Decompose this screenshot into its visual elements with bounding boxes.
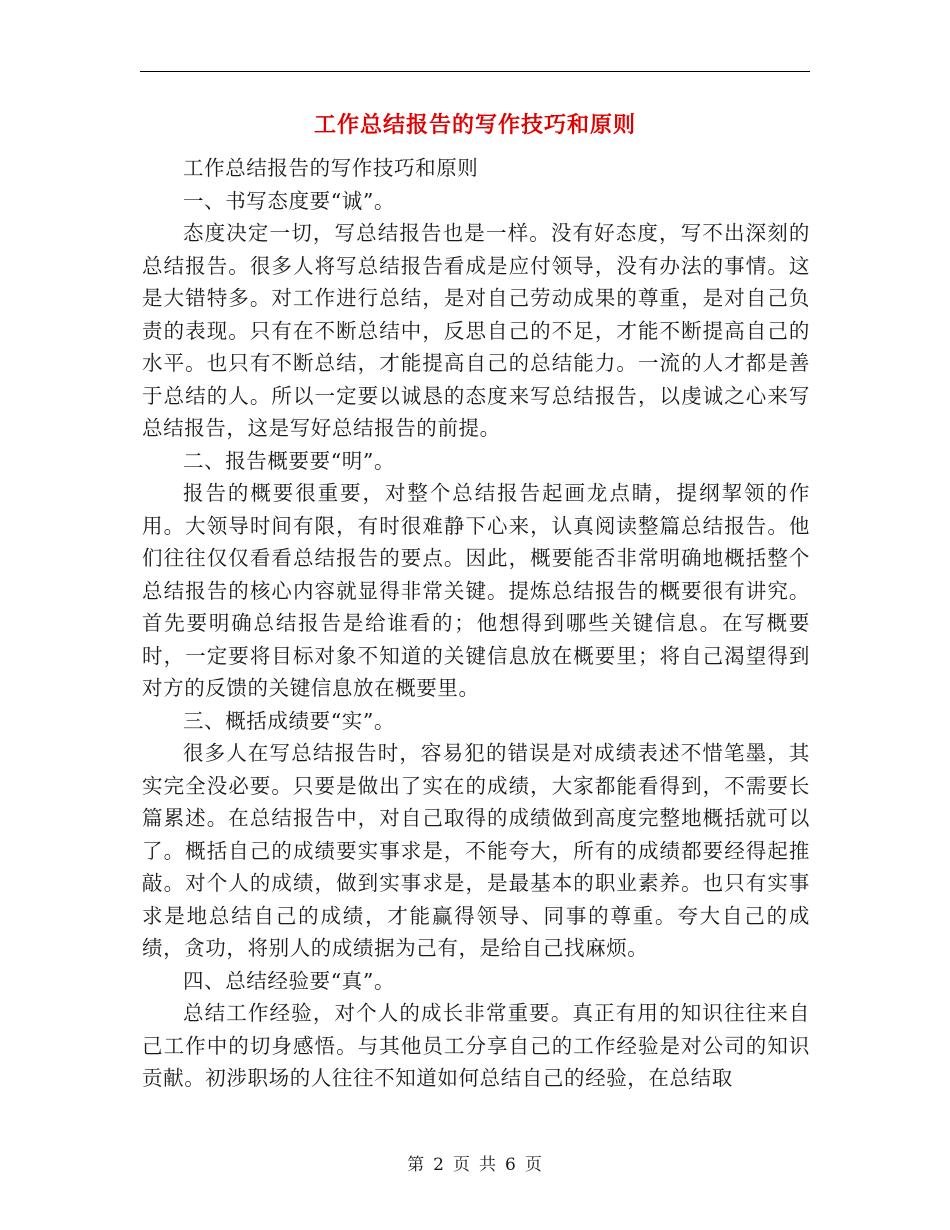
footer-page-word: 页	[453, 1155, 471, 1175]
header-rule	[140, 71, 810, 72]
section-heading: 二、报告概要要“明”。	[183, 448, 396, 473]
footer-total-suffix: 页	[524, 1155, 543, 1175]
body-paragraph: 工作总结报告的写作技巧和原则	[183, 156, 479, 180]
footer-prefix: 第	[407, 1155, 426, 1175]
section-heading: 三、概括成绩要“实”。	[183, 708, 396, 733]
section-heading: 一、书写态度要“诚”。	[183, 188, 396, 213]
body-paragraph: 总结工作经验，对个人的成长非常重要。真正有用的知识往往来自己工作中的切身感悟。与其他员工分享自己的工作经验是对公司的知识贡献。初涉职场的人往往不知道如何总结自己的经验，在总结取	[142, 1001, 810, 1090]
footer-total-pages: 6	[505, 1155, 517, 1175]
section-heading: 四、总结经验要“真”。	[183, 968, 396, 993]
page-footer	[0, 1153, 950, 1177]
body-paragraph: 态度决定一切，写总结报告也是一样。没有好态度，写不出深刻的总结报告。很多人将写总结报告看成是应付领导，没有办法的事情。这是大错特多。对工作进行总结，是对自己劳动成果的尊重，是对自己负责的表现。只有在不断总结中，反思自己的不足，才能不断提高自己的水平。也只有不断总结，才能提高自己的总结能力。一流的人才都是善于总结的人。所以一定要以诚恳的态度来写总结报告，以虔诚之心来写总结报告，这是写好总结报告的前提。	[142, 221, 810, 440]
document-title: 工作总结报告的写作技巧和原则	[313, 112, 636, 138]
document-body	[142, 152, 810, 1095]
footer-current-page: 2	[433, 1155, 445, 1175]
body-paragraph: 很多人在写总结报告时，容易犯的错误是对成绩表述不惜笔墨，其实完全没必要。只要是做出了实在的成绩，大家都能看得到，不需要长篇累述。在总结报告中，对自己取得的成绩做到高度完整地概括就可以了。概括自己的成绩要实事求是，不能夸大，所有的成绩都要经得起推敲。对个人的成绩，做到实事求是，是最基本的职业素养。也只有实事求是地总结自己的成绩，才能赢得领导、同事的尊重。夸大自己的成绩，贪功，将别人的成绩据为己有，是给自己找麻烦。	[142, 741, 810, 960]
footer-total-prefix: 共	[479, 1155, 497, 1175]
body-paragraph: 报告的概要很重要，对整个总结报告起画龙点睛，提纲挈领的作用。大领导时间有限，有时很难静下心来，认真阅读整篇总结报告。他们往往仅仅看看总结报告的要点。因此，概要能否非常明确地概括整个总结报告的核心内容就显得非常关键。提炼总结报告的概要很有讲究。首先要明确总结报告是给谁看的；他想得到哪些关键信息。在写概要时，一定要将目标对象不知道的关键信息放在概要里；将自己渴望得到对方的反馈的关键信息放在概要里。	[142, 481, 810, 700]
